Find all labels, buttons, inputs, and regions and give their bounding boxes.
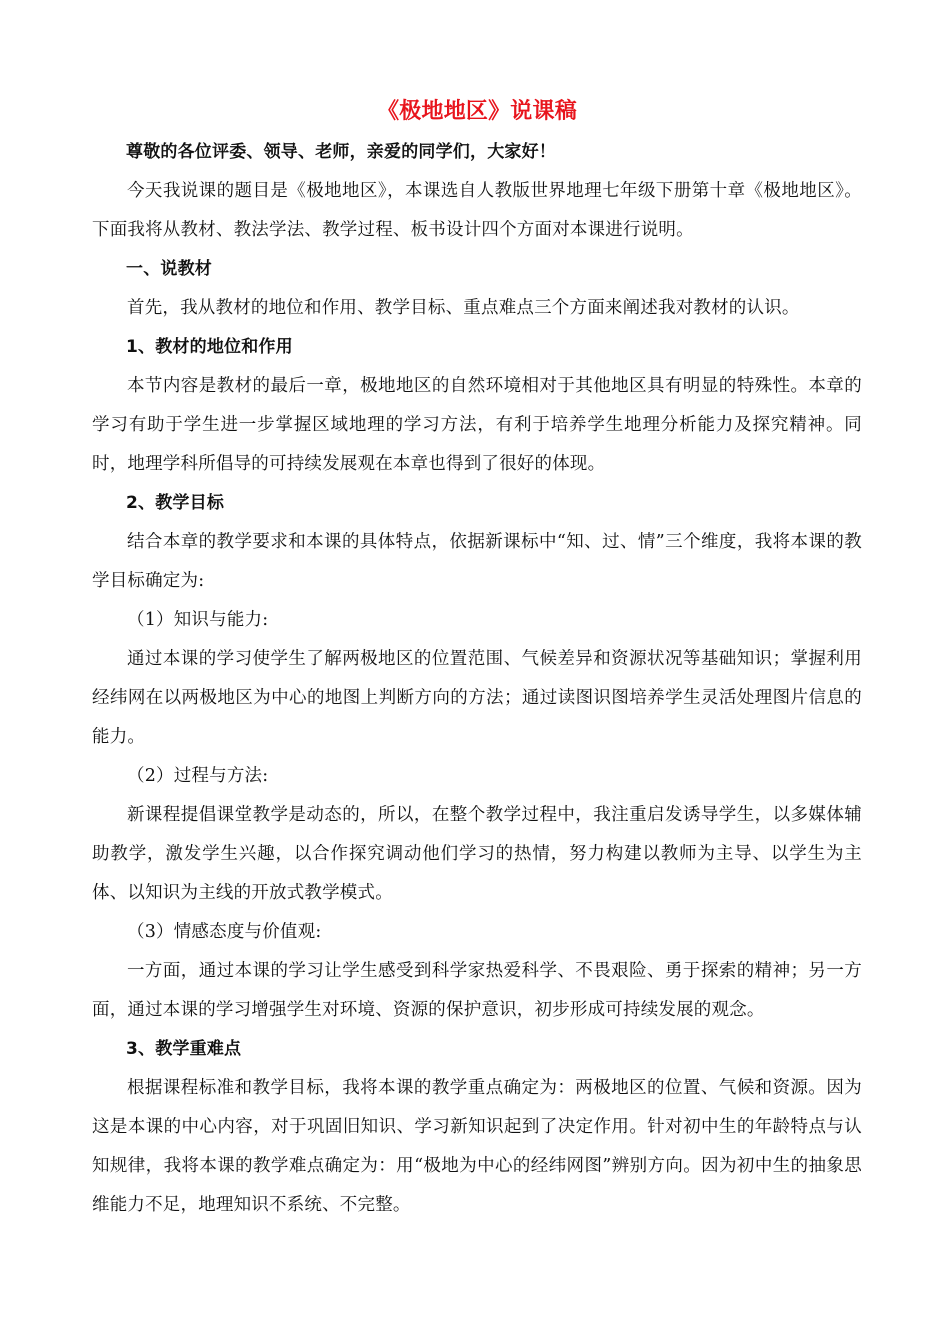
goal1-paragraph: 通过本课的学习使学生了解两极地区的位置范围、气候差异和资源状况等基础知识；掌握利用经纬网在以两极地区为中心的地图上判断方向的方法；通过读图识图培养学生灵活处理图片信息的能力。 [92, 649, 862, 747]
intro-paragraph: 今天我说课的题目是《极地地区》，本课选自人教版世界地理七年级下册第十章《极地地区》。下面我将从教材、教法学法、教学过程、板书设计四个方面对本课进行说明。 [92, 181, 862, 240]
document-title: 《极地地区》说课稿 [377, 99, 577, 124]
goal1-label: （1）知识与能力: [127, 610, 269, 630]
key-points-paragraph: 根据课程标准和教学目标，我将本课的教学重点确定为：两极地区的位置、气候和资源。因为这是本课的中心内容，对于巩固旧知识、学习新知识起到了决定作用。针对初中生的年龄特点与认知规律，我将本课的教学难点确定为：用“极地为中心的经纬网图”辨别方向。因为初中生的抽象思维能力不足，地理知识不系统、不完整。 [92, 1078, 862, 1215]
subheading-role: 1、教材的地位和作用 [126, 337, 293, 357]
greeting: 尊敬的各位评委、领导、老师，亲爱的同学们，大家好！ [126, 142, 556, 162]
goal3-label: （3）情感态度与价值观: [127, 922, 322, 942]
section-heading-textbook: 一、说教材 [126, 259, 212, 279]
goal3-paragraph: 一方面，通过本课的学习让学生感受到科学家热爱科学、不畏艰险、勇于探索的精神；另一方面，通过本课的学习增强学生对环境、资源的保护意识，初步形成可持续发展的观念。 [92, 961, 862, 1020]
goal2-paragraph: 新课程提倡课堂教学是动态的，所以，在整个教学过程中，我注重启发诱导学生，以多媒体辅助教学，激发学生兴趣，以合作探究调动他们学习的热情，努力构建以教师为主导、以学生为主体、以知识为主线的开放式教学模式。 [92, 805, 862, 903]
document-page [92, 92, 862, 1225]
subheading-goals: 2、教学目标 [126, 493, 225, 513]
subheading-key-points: 3、教学重难点 [126, 1039, 242, 1059]
goal2-label: （2）过程与方法: [127, 766, 269, 786]
section-intro-paragraph: 首先，我从教材的地位和作用、教学目标、重点难点三个方面来阐述我对教材的认识。 [127, 298, 800, 318]
role-paragraph: 本节内容是教材的最后一章，极地地区的自然环境相对于其他地区具有明显的特殊性。本章的学习有助于学生进一步掌握区域地理的学习方法，有利于培养学生地理分析能力及探究精神。同时，地理学科所倡导的可持续发展观在本章也得到了很好的体现。 [92, 376, 862, 474]
goals-paragraph: 结合本章的教学要求和本课的具体特点，依据新课标中“知、过、情”三个维度，我将本课的教学目标确定为: [92, 532, 862, 591]
